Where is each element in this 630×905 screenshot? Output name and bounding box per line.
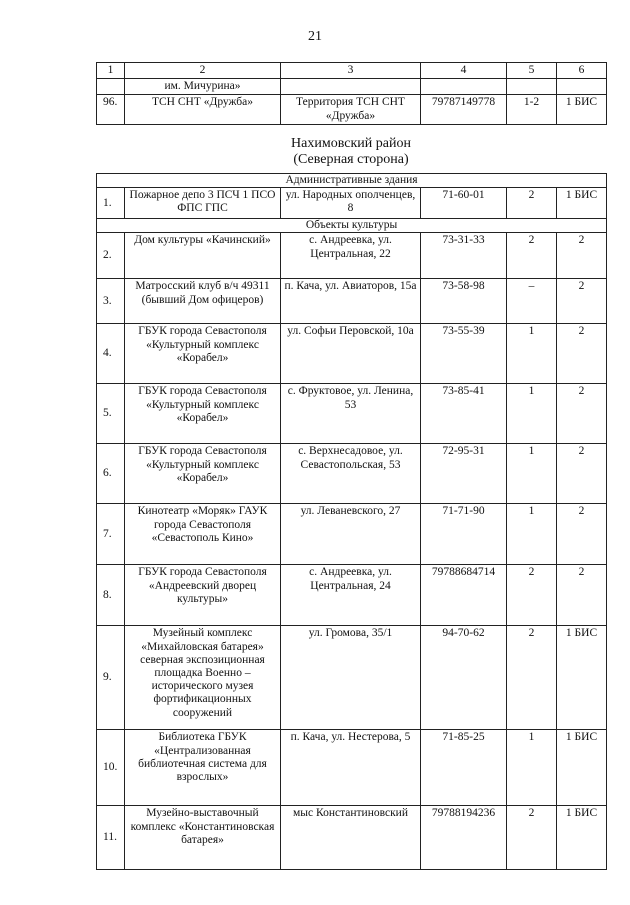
table-row [97,626,607,730]
column-header: 2 [125,63,281,79]
cell-name: Кинотеатр «Моряк» ГАУК города Севастополя «Севастополь Кино» [125,504,281,565]
section-row [97,174,607,188]
cell-phone: 71-85-25 [421,730,507,806]
top-table [96,62,607,125]
page-number: 21 [308,29,322,44]
cell-address: п. Кача, ул. Нестерова, 5 [281,730,421,806]
cell-address: п. Кача, ул. Авиаторов, 15а [281,279,421,324]
cell-col6: 1 БИС [557,626,607,730]
column-header: 3 [281,63,421,79]
cell-col6: 2 [557,384,607,444]
cell-address: Территория ТСН СНТ «Дружба» [281,95,421,125]
cell-col6: 1 БИС [557,188,607,219]
district-subtitle: (Северная сторона) [293,152,409,167]
cell-name: Музейный комплекс «Михайловская батарея» северная экспозиционная площадка Военно – исторического музея фортификационных сооружений [125,626,281,730]
table-row [97,444,607,504]
cell-phone: 71-71-90 [421,504,507,565]
cell-col6: 1 БИС [557,95,607,125]
cell-address: ул. Народных ополченцев, 8 [281,188,421,219]
cell-name: Музейно-выставочный комплекс «Константиновская батарея» [125,806,281,870]
cell-num: 9. [97,626,125,730]
table-row [97,504,607,565]
cell-col5: 1 [507,444,557,504]
cell-address [281,79,421,95]
cell-col6 [557,79,607,95]
district-name: Нахимовский район [291,136,411,151]
cell-address: ул. Леваневского, 27 [281,504,421,565]
cell-address: с. Андреевка, ул. Центральная, 22 [281,233,421,279]
cell-name: ГБУК города Севастополя «Андреевский дворец культуры» [125,565,281,626]
column-header: 1 [97,63,125,79]
cell-col5: 1 [507,324,557,384]
cell-phone: 73-55-39 [421,324,507,384]
cell-name: Дом культуры «Качинский» [125,233,281,279]
cell-num: 1. [97,188,125,219]
cell-num: 7. [97,504,125,565]
cell-col6: 2 [557,233,607,279]
table-row [97,95,607,125]
cell-address: ул. Громова, 35/1 [281,626,421,730]
cell-name: им. Мичурина» [125,79,281,95]
cell-address: мыс Константиновский [281,806,421,870]
cell-num: 96. [97,95,125,125]
cell-phone: 73-31-33 [421,233,507,279]
cell-col6: 1 БИС [557,806,607,870]
cell-num: 4. [97,324,125,384]
table-row [97,565,607,626]
cell-phone: 79788684714 [421,565,507,626]
section-title: Объекты культуры [97,219,607,233]
cell-col6: 2 [557,324,607,384]
cell-col5: 1-2 [507,95,557,125]
cell-phone: 72-95-31 [421,444,507,504]
cell-col5: 2 [507,626,557,730]
cell-phone: 71-60-01 [421,188,507,219]
cell-col6: 2 [557,565,607,626]
cell-num: 11. [97,806,125,870]
cell-num: 6. [97,444,125,504]
cell-col6: 2 [557,444,607,504]
column-header: 5 [507,63,557,79]
cell-col5: 1 [507,504,557,565]
cell-name: ГБУК города Севастополя «Культурный комплекс «Корабел» [125,324,281,384]
cell-num: 2. [97,233,125,279]
cell-col5: 1 [507,730,557,806]
table-row [97,730,607,806]
cell-col6: 1 БИС [557,730,607,806]
cell-name: ГБУК города Севастополя «Культурный комплекс «Корабел» [125,444,281,504]
cell-num: 8. [97,565,125,626]
section-row [97,219,607,233]
main-table [96,173,607,870]
column-header: 6 [557,63,607,79]
cell-col5: 1 [507,384,557,444]
section-title: Административные здания [97,174,607,188]
cell-phone: 79787149778 [421,95,507,125]
cell-col5: – [507,279,557,324]
cell-col5: 2 [507,806,557,870]
table-row [97,233,607,279]
column-header: 4 [421,63,507,79]
cell-phone: 94-70-62 [421,626,507,730]
cell-address: ул. Софьи Перовской, 10а [281,324,421,384]
cell-address: с. Верхнесадовое, ул. Севастопольская, 53 [281,444,421,504]
cell-col6: 2 [557,279,607,324]
cell-phone: 79788194236 [421,806,507,870]
cell-phone: 73-85-41 [421,384,507,444]
table-row [97,324,607,384]
cell-col5: 2 [507,188,557,219]
cell-num: 3. [97,279,125,324]
table-row [97,384,607,444]
cell-name: ГБУК города Севастополя «Культурный комплекс «Корабел» [125,384,281,444]
district-heading [96,136,606,168]
cell-col6: 2 [557,504,607,565]
cell-name: Матросский клуб в/ч 49311 (бывший Дом офицеров) [125,279,281,324]
cell-num: 5. [97,384,125,444]
cell-phone [421,79,507,95]
table-row [97,188,607,219]
cell-name: Библиотека ГБУК «Централизованная библиотечная система для взрослых» [125,730,281,806]
cell-col5: 2 [507,565,557,626]
table-row [97,279,607,324]
cell-name: Пожарное депо 3 ПСЧ 1 ПСО ФПС ГПС [125,188,281,219]
cell-name: ТСН СНТ «Дружба» [125,95,281,125]
cell-address: с. Фруктовое, ул. Ленина, 53 [281,384,421,444]
table-row [97,79,607,95]
table-row [97,806,607,870]
cell-phone: 73-58-98 [421,279,507,324]
cell-col5: 2 [507,233,557,279]
cell-num: 10. [97,730,125,806]
cell-num [97,79,125,95]
column-header-row [97,63,607,79]
cell-address: с. Андреевка, ул. Центральная, 24 [281,565,421,626]
cell-col5 [507,79,557,95]
